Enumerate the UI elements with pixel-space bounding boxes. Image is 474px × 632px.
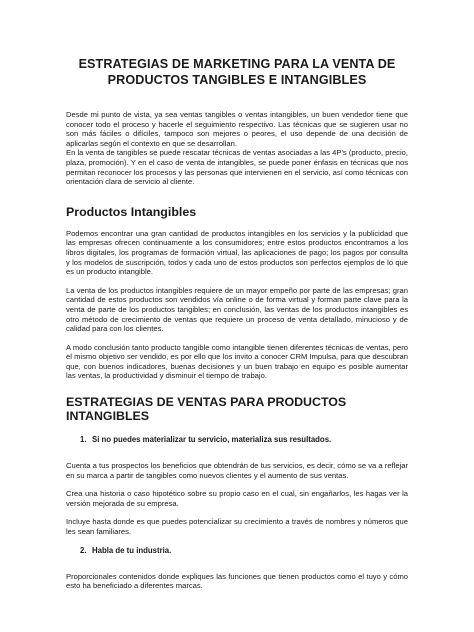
intro-paragraph-2: En la venta de tangibles se puede rescatar técnicas de ventas asociadas a las 4P's (producto, precio, plaza, promoción). Y en el caso de venta de intangibles, se puede poner énfasis en técnicas que nos permitan reconocer los procesos y las personas que intervienen en el servicio, así como técnicas con orientación clara de servicio al cliente. (66, 148, 408, 187)
section1-paragraph-2: La venta de los productos intangibles requiere de un mayor empeño por parte de las empresas; gran cantidad de estos productos son vendidos vía online o de forma virtual y forman parte clave para la venta de parte de los productos tangibles; en conclusión, las ventas de los productos intangibles es otro método de crecimiento de ventas que requiere un proceso de venta detallado, minucioso y de calidad para con los clientes. (66, 285, 408, 334)
item1-paragraph-1: Cuenta a tus prospectos los beneficios que obtendrán de tus servicios, es decir, cómo se va a reflejar en su marca a partir de tangibles como nuevos clientes y el aumento de sus ventas. (66, 461, 408, 480)
list-item-1-number: 1. (80, 435, 87, 445)
title-line-2: PRODUCTOS TANGIBLES E INTANGIBLES (107, 73, 367, 87)
item2-paragraph-1: Proporcionales contenidos donde expliques las funciones que tienen productos como el tuyo y cómo esto ha beneficiado a diferentes marcas. (66, 571, 408, 591)
list-item-1-label: Si no puedes materializar tu servicio, materializa sus resultados. (92, 435, 332, 445)
item1-paragraph-2: Crea una historia o caso hipotético sobre su propio caso en el cual, sin engañarlos, les hagas ver la versión mejorada de su empresa. (66, 489, 408, 508)
title-line-1: ESTRATEGIAS DE MARKETING PARA LA VENTA DE (78, 57, 396, 71)
section-heading-productos-intangibles: Productos Intangibles (66, 204, 197, 219)
document-title (66, 56, 408, 88)
intro-paragraph-1: Desde mi punto de vista, ya sea ventas tangibles o ventas intangibles, un buen vendedor tiene que conocer todo el proceso y hacerle el seguimiento respectivo. Las técnicas que se sugieren usar no son más fáciles o difíciles, tampoco son mejores o peores, el uso depende de una decisión de aplicarlas según el contexto en que se desarrollan. (66, 110, 408, 148)
item1-paragraph-3: Incluye hasta donde es que puedes potencializar su crecimiento a través de nombres y números que les sean familiares. (66, 517, 408, 537)
list-item-1 (80, 435, 408, 445)
list-item-2-number: 2. (80, 545, 87, 555)
list-item-2-label: Habla de tu industria. (92, 545, 172, 555)
list-item-2 (80, 546, 408, 556)
section1-paragraph-1: Podemos encontrar una gran cantidad de productos intangibles en los servicios y la publicidad que las empresas ofrecen continuamente a los consumidores; entre estos productos encontramos a los libros digitales, los programas de formación virtual, las aplicaciones de pago; los pagos por consulta y los modelos de suscripción, todos y cada uno de estos productos son perfectos ejemplos de lo que es un producto intangible. (66, 228, 408, 277)
section1-paragraph-3: A modo conclusión tanto producto tangible como intangible tienen diferentes técnicas de ventas, pero el mismo objetivo ser vendido, es por ello que los invito a conocer CRM Impulsa, para que descubran que, con buenos indicadores, buenas decisiones y un buen trabajo en equipo es posible aumentar las ventas, la productividad y disminuir el tiempo de trabajo. (66, 342, 408, 381)
section-heading-estrategias: ESTRATEGIAS DE VENTAS PARA PRODUCTOS INTANGIBLES (66, 395, 347, 424)
